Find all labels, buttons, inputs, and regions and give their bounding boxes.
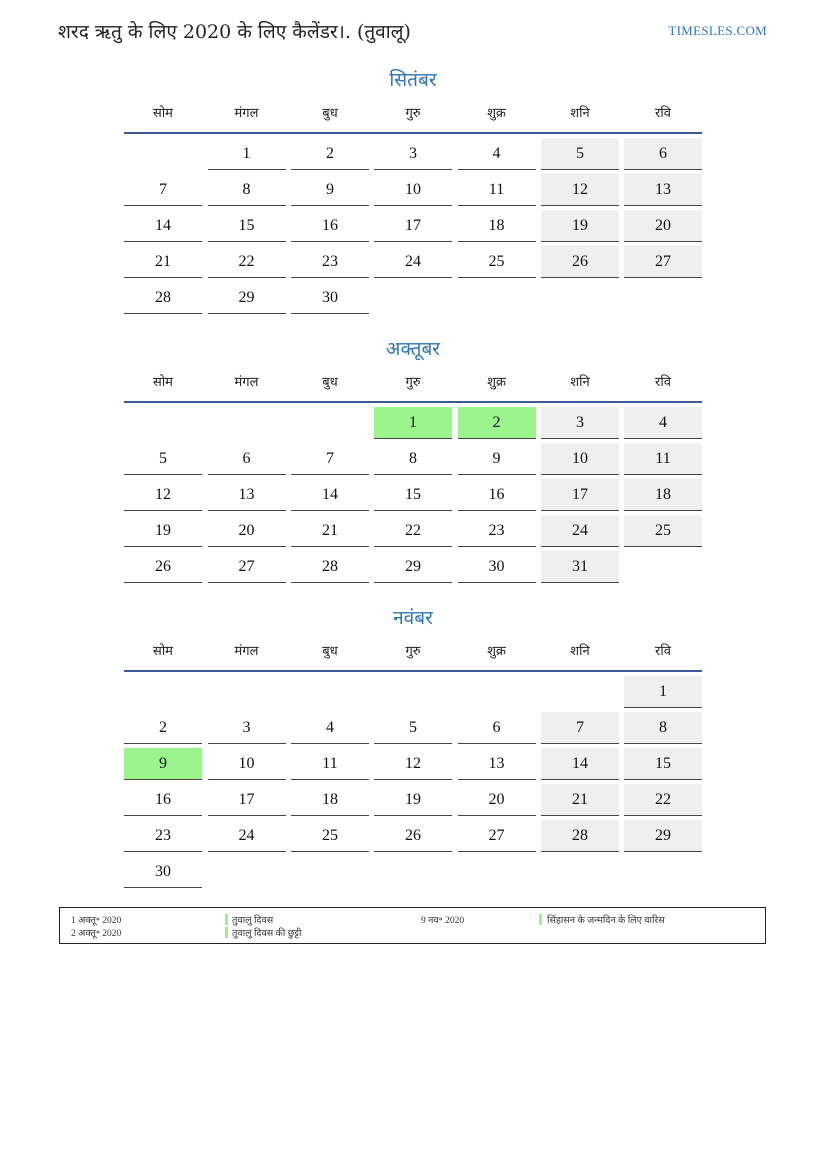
- weekday-label: गुरु: [405, 106, 421, 121]
- weekday-label: मंगल: [234, 106, 259, 121]
- day-cell: 23: [124, 820, 202, 852]
- weekday-label: बुध: [322, 375, 338, 390]
- day-cell: 29: [624, 820, 702, 852]
- day-cell: 14: [124, 210, 202, 242]
- day-grid: [124, 407, 702, 587]
- day-cell: 7: [541, 712, 619, 744]
- day-cell: 1: [208, 138, 286, 170]
- day-cell: 25: [624, 515, 702, 547]
- day-cell: 17: [374, 210, 452, 242]
- day-cell: 26: [374, 820, 452, 852]
- day-cell: 13: [208, 479, 286, 511]
- day-cell: 18: [458, 210, 536, 242]
- day-cell: 23: [291, 246, 369, 278]
- day-cell: 11: [624, 443, 702, 475]
- weekday-label: शनि: [570, 644, 590, 659]
- day-cell: 25: [291, 820, 369, 852]
- day-cell: 12: [374, 748, 452, 780]
- day-cell: 23: [458, 515, 536, 547]
- day-cell: 12: [124, 479, 202, 511]
- day-cell: 20: [458, 784, 536, 816]
- day-cell: 31: [541, 551, 619, 583]
- day-cell: 6: [458, 712, 536, 744]
- day-cell: 4: [624, 407, 702, 439]
- day-cell: 17: [541, 479, 619, 511]
- day-cell: 19: [374, 784, 452, 816]
- page-title: शरद ऋतु के लिए 2020 के लिए कैलेंडर।. (तुवालू): [58, 21, 411, 43]
- holiday-legend: [59, 907, 766, 944]
- legend-date: 1 अक्तू॰ 2020: [71, 916, 122, 926]
- day-cell: 26: [541, 246, 619, 278]
- day-cell: 18: [291, 784, 369, 816]
- day-cell: 15: [208, 210, 286, 242]
- day-cell: 28: [541, 820, 619, 852]
- day-cell: 8: [374, 443, 452, 475]
- weekday-label: सोम: [153, 644, 173, 659]
- weekday-label: शनि: [570, 375, 590, 390]
- day-cell: 12: [541, 174, 619, 206]
- day-cell: 20: [208, 515, 286, 547]
- day-cell: 14: [541, 748, 619, 780]
- day-cell: 11: [458, 174, 536, 206]
- day-cell: 26: [124, 551, 202, 583]
- day-cell: 6: [208, 443, 286, 475]
- day-cell: 27: [458, 820, 536, 852]
- month-calendar: [124, 66, 702, 318]
- weekday-header: [124, 640, 702, 672]
- day-cell: 24: [541, 515, 619, 547]
- month-name: सितंबर: [389, 69, 437, 91]
- day-cell: 15: [624, 748, 702, 780]
- day-cell: 8: [208, 174, 286, 206]
- day-cell: 27: [624, 246, 702, 278]
- day-cell: 21: [291, 515, 369, 547]
- day-grid: [124, 138, 702, 318]
- day-cell: 15: [374, 479, 452, 511]
- day-cell: 19: [541, 210, 619, 242]
- day-cell: 6: [624, 138, 702, 170]
- day-cell: 3: [541, 407, 619, 439]
- weekday-label: बुध: [322, 106, 338, 121]
- day-cell: 4: [458, 138, 536, 170]
- legend-holiday-name: तुवालु दिवस की छुट्टी: [232, 929, 302, 939]
- day-cell: 17: [208, 784, 286, 816]
- day-cell: 1: [374, 407, 452, 439]
- day-cell: 16: [291, 210, 369, 242]
- weekday-label: सोम: [153, 375, 173, 390]
- day-cell: 11: [291, 748, 369, 780]
- day-cell: 2: [458, 407, 536, 439]
- day-cell: 24: [374, 246, 452, 278]
- day-cell: 21: [124, 246, 202, 278]
- day-cell: 13: [624, 174, 702, 206]
- day-cell: 30: [124, 856, 202, 888]
- weekday-header: [124, 102, 702, 134]
- day-cell: 7: [291, 443, 369, 475]
- month-name: अक्तूबर: [385, 338, 441, 360]
- day-cell: 5: [541, 138, 619, 170]
- day-cell: 9: [458, 443, 536, 475]
- weekday-label: रवि: [655, 375, 671, 390]
- day-cell: 3: [208, 712, 286, 744]
- day-cell: 7: [124, 174, 202, 206]
- day-cell: 14: [291, 479, 369, 511]
- day-cell: 9: [291, 174, 369, 206]
- month-calendar: [124, 335, 702, 587]
- weekday-label: रवि: [655, 644, 671, 659]
- day-cell: 4: [291, 712, 369, 744]
- day-cell: 8: [624, 712, 702, 744]
- day-cell: 9: [124, 748, 202, 780]
- day-cell: 30: [458, 551, 536, 583]
- day-cell: 16: [458, 479, 536, 511]
- day-cell: 1: [624, 676, 702, 708]
- weekday-label: रवि: [655, 106, 671, 121]
- day-cell: 29: [208, 282, 286, 314]
- day-cell: 28: [124, 282, 202, 314]
- day-cell: 2: [291, 138, 369, 170]
- day-cell: 29: [374, 551, 452, 583]
- weekday-label: शुक्र: [487, 375, 506, 390]
- day-cell: 5: [124, 443, 202, 475]
- day-cell: 27: [208, 551, 286, 583]
- day-cell: 10: [541, 443, 619, 475]
- day-grid: [124, 676, 702, 892]
- holiday-marker: [225, 927, 228, 938]
- legend-holiday-name: सिंहासन के जन्मदिन के लिए वारिस: [547, 916, 665, 926]
- legend-date: 2 अक्तू॰ 2020: [71, 929, 122, 939]
- legend-holiday-name: तुवालु दिवस: [232, 916, 274, 926]
- legend-date: 9 नव॰ 2020: [421, 916, 465, 926]
- weekday-label: शुक्र: [487, 106, 506, 121]
- day-cell: 22: [624, 784, 702, 816]
- day-cell: 20: [624, 210, 702, 242]
- day-cell: 24: [208, 820, 286, 852]
- day-cell: 10: [208, 748, 286, 780]
- weekday-label: शनि: [570, 106, 590, 121]
- day-cell: 3: [374, 138, 452, 170]
- day-cell: 2: [124, 712, 202, 744]
- day-cell: 5: [374, 712, 452, 744]
- month-calendar: [124, 604, 702, 892]
- day-cell: 10: [374, 174, 452, 206]
- day-cell: 19: [124, 515, 202, 547]
- weekday-label: शुक्र: [487, 644, 506, 659]
- day-cell: 28: [291, 551, 369, 583]
- weekday-label: सोम: [153, 106, 173, 121]
- month-name: नवंबर: [393, 607, 433, 629]
- day-cell: 25: [458, 246, 536, 278]
- weekday-label: बुध: [322, 644, 338, 659]
- weekday-label: गुरु: [405, 644, 421, 659]
- day-cell: 22: [374, 515, 452, 547]
- site-link[interactable]: TIMESLES.COM: [668, 23, 767, 38]
- weekday-label: गुरु: [405, 375, 421, 390]
- weekday-header: [124, 371, 702, 403]
- weekday-label: मंगल: [234, 644, 259, 659]
- day-cell: 21: [541, 784, 619, 816]
- holiday-marker: [539, 914, 542, 925]
- day-cell: 13: [458, 748, 536, 780]
- day-cell: 16: [124, 784, 202, 816]
- day-cell: 18: [624, 479, 702, 511]
- weekday-label: मंगल: [234, 375, 259, 390]
- holiday-marker: [225, 914, 228, 925]
- day-cell: 30: [291, 282, 369, 314]
- day-cell: 22: [208, 246, 286, 278]
